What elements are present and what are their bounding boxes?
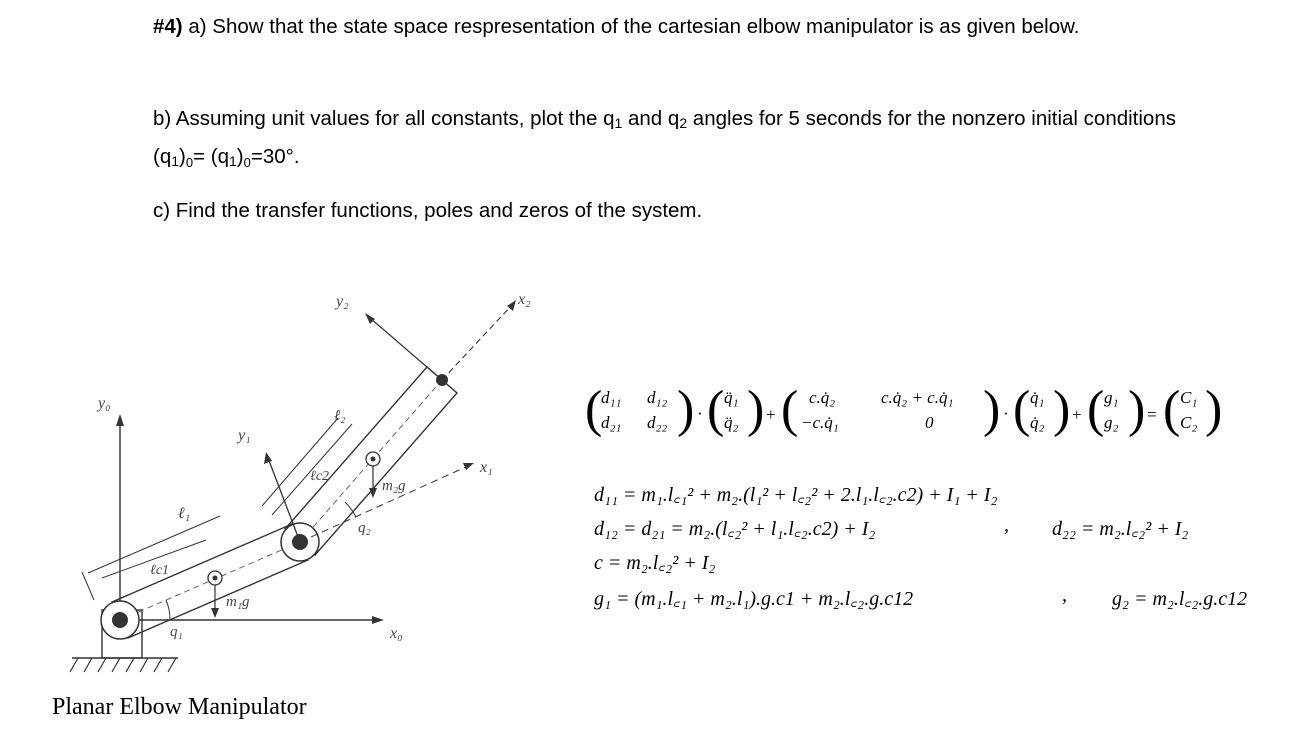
- g2-cell: g₂: [1104, 413, 1119, 432]
- svg-text:(: (: [1163, 381, 1181, 438]
- d11-cell: d₁₁: [601, 388, 622, 407]
- question-part-b: [153, 102, 1233, 180]
- label-y2: y₂: [336, 293, 349, 310]
- svg-text:+: +: [1072, 405, 1082, 424]
- label-y1: y₁: [238, 427, 251, 444]
- base-joint-pin: [112, 612, 128, 628]
- c21-cell: −c.q̇₁: [801, 413, 839, 432]
- part-b-text-7: =30°.: [250, 145, 300, 168]
- svg-text:(: (: [1087, 381, 1105, 438]
- svg-text:): ): [983, 381, 1001, 438]
- label-l2: ℓ₂: [334, 408, 346, 424]
- matrix-equation: [585, 380, 1225, 450]
- x2-axis: [442, 305, 512, 380]
- part-b-sub-5: 1: [229, 153, 237, 169]
- label-lc1: ℓc1: [150, 563, 170, 578]
- svg-text:): ): [677, 381, 695, 438]
- qd2-cell: q̇₂: [1030, 413, 1045, 432]
- label-x1: x₁: [480, 459, 493, 476]
- l2-dimension: [262, 418, 338, 506]
- svg-text:(: (: [1013, 381, 1031, 438]
- ground-hatch: [70, 658, 176, 672]
- part-b-sub-2: 2: [679, 115, 688, 131]
- part-b-sub-6: 0: [243, 155, 251, 170]
- question-number: #4): [153, 15, 183, 38]
- label-q2: q₂: [358, 520, 371, 536]
- svg-text:): ): [1205, 381, 1223, 438]
- part-b-text-4: ): [179, 145, 186, 168]
- qd1-cell: q̇₁: [1030, 388, 1045, 407]
- svg-text:=: =: [1147, 405, 1157, 424]
- figure-caption: Planar Elbow Manipulator: [52, 694, 307, 720]
- label-l1: ℓ₁: [178, 505, 191, 522]
- svg-text:(: (: [707, 381, 725, 438]
- qdd2-cell: q̈₂: [724, 413, 739, 432]
- svg-text:·: ·: [697, 404, 703, 423]
- d22-cell: d₂₂: [647, 413, 668, 432]
- svg-text:·: ·: [1003, 404, 1009, 423]
- svg-text:): ): [747, 381, 765, 438]
- svg-text:): ): [1053, 381, 1071, 438]
- label-y0: y₀: [98, 395, 111, 412]
- part-a-text: a) Show that the state space respresentation of the cartesian elbow manipulator is as given below.: [188, 15, 1080, 38]
- question-part-c: c) Find the transfer functions, poles and zeros of the system.: [153, 199, 703, 222]
- rhs2-cell: C₂: [1180, 413, 1198, 432]
- part-b-text-2: and q: [622, 107, 680, 130]
- part-b-sub-4: 0: [185, 155, 194, 170]
- rhs1-cell: C₁: [1180, 388, 1198, 407]
- part-b-text-5: = (q: [193, 145, 229, 168]
- equation-g1: g₁ = (m₁.l꜀₁ + m₂.l₁).g.c1 + m₂.l꜀₂.g.c12: [594, 588, 914, 610]
- q1-arc: [166, 600, 170, 620]
- c22-cell: 0: [925, 413, 934, 432]
- equation-c: c = m₂.l꜀₂² + I₂: [594, 552, 716, 574]
- equation-d11: d₁₁ = m₁.l꜀₁² + m₂.(l₁² + l꜀₂² + 2.l₁.l꜀₂.c2) + I₁ + I₂: [594, 484, 998, 506]
- c11-cell: c.q̇₂: [809, 388, 836, 407]
- label-x0: x₀: [390, 625, 403, 642]
- svg-text:+: +: [766, 405, 776, 424]
- equation-d12: d₁₂ = d₂₁ = m₂.(l꜀₂² + l₁.l꜀₂.c2) + I₂: [594, 518, 876, 540]
- label-m2g: m₂g: [382, 478, 406, 494]
- qdd1-cell: q̈₁: [724, 388, 739, 407]
- y0-arrow: [116, 414, 124, 426]
- part-b-text-6: ): [236, 145, 244, 168]
- question-part-a: [153, 10, 1153, 44]
- svg-text:): ): [1128, 381, 1146, 438]
- label-lc2: ℓc2: [310, 469, 330, 484]
- c12-cell: c.q̇₂ + c.q̇₁: [881, 388, 954, 407]
- svg-text:(: (: [585, 381, 603, 438]
- label-x2: x₂: [518, 291, 531, 308]
- separator-1: ,: [1004, 514, 1009, 536]
- part-b-text-1: b) Assuming unit values for all constants, plot the q: [153, 107, 615, 130]
- d21-cell: d₂₁: [601, 413, 622, 432]
- equation-g2: g₂ = m₂.l꜀₂.g.c12: [1112, 588, 1248, 610]
- elbow-manipulator-figure: [40, 280, 545, 680]
- label-m1g: m₁g: [226, 594, 250, 610]
- y1-axis: [268, 458, 300, 542]
- equation-d22: d₂₂ = m₂.l꜀₂² + I₂: [1052, 518, 1189, 540]
- separator-2: ,: [1062, 584, 1067, 606]
- svg-text:(: (: [781, 381, 799, 438]
- g1-cell: g₁: [1104, 388, 1119, 407]
- d12-cell: d₁₂: [647, 388, 668, 407]
- y2-axis: [370, 318, 442, 380]
- part-b-sub-3: 1: [171, 153, 180, 169]
- x0-arrow: [372, 616, 384, 624]
- part-b-text-3: angles for 5 seconds for the nonzero initial conditions (q: [153, 107, 1176, 168]
- label-q1: q₁: [170, 624, 183, 640]
- part-b-sub-1: 1: [614, 115, 623, 131]
